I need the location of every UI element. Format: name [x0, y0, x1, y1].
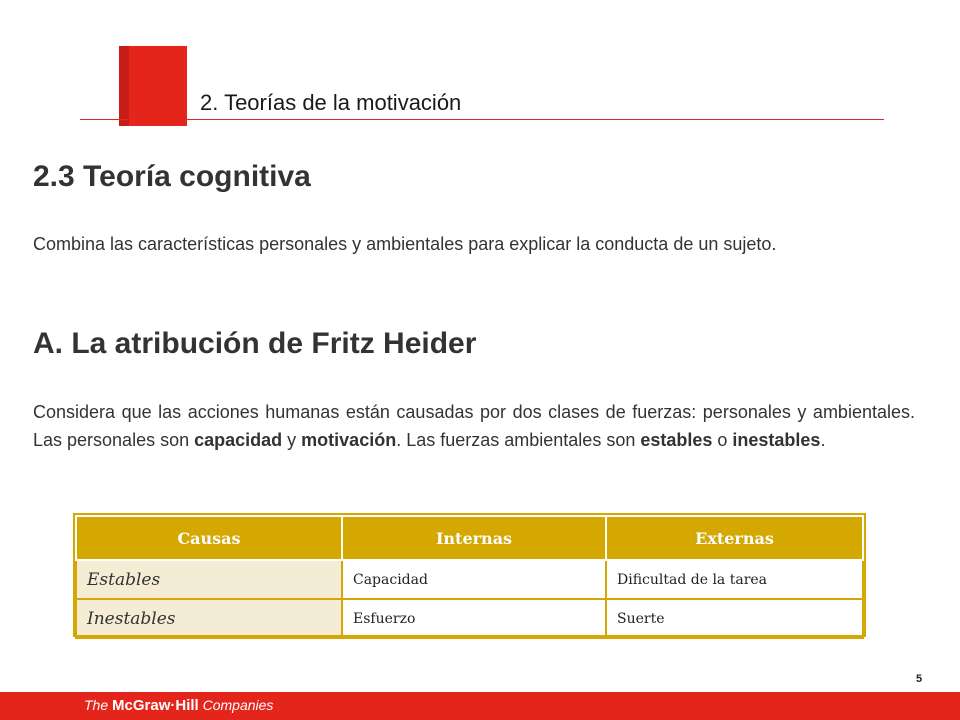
mcgraw-hill-logo: [84, 697, 273, 714]
bold-term-motivacion: motivación: [301, 430, 397, 450]
row-label-estables: Estables: [76, 560, 342, 599]
paragraph-intro: Combina las características personales y ambientales para explicar la conducta de un sujeto.: [33, 234, 777, 254]
bold-term-capacidad: capacidad: [194, 430, 283, 450]
table-cell: Esfuerzo: [342, 599, 606, 638]
heading-teoria-cognitiva: 2.3 Teoría cognitiva: [33, 160, 311, 193]
column-header-externas: Externas: [606, 516, 863, 560]
logo-the: The: [84, 697, 109, 713]
heading-atribucion-heider: A. La atribución de Fritz Heider: [33, 327, 477, 360]
row-label-inestables: Inestables: [76, 599, 342, 638]
bold-term-inestables: inestables: [732, 430, 821, 450]
header-divider: [80, 119, 884, 120]
text-segment: .: [820, 430, 826, 450]
red-accent-block: [119, 46, 187, 126]
text-segment: y: [282, 430, 302, 450]
paragraph-fuerzas: [33, 398, 915, 454]
table-header-row: [76, 516, 863, 560]
column-header-internas: Internas: [342, 516, 606, 560]
table-cell: Suerte: [606, 599, 863, 638]
bold-term-estables: estables: [640, 430, 713, 450]
causes-table: [75, 515, 864, 639]
table-row: [76, 599, 863, 638]
column-header-causas: Causas: [76, 516, 342, 560]
table-cell: Capacidad: [342, 560, 606, 599]
text-segment: o: [712, 430, 733, 450]
table-cell: Dificultad de la tarea: [606, 560, 863, 599]
logo-companies: Companies: [202, 697, 274, 713]
text-segment: . Las fuerzas ambientales son: [396, 430, 641, 450]
page-number: 5: [916, 673, 923, 685]
section-title: 2. Teorías de la motivación: [200, 90, 462, 115]
text-segment: Considera que las acciones humanas están causadas por dos clases de fuerzas: personales y ambientales. Las personales son: [33, 402, 915, 450]
logo-name: McGraw·Hill: [112, 697, 199, 714]
table-row: [76, 560, 863, 599]
